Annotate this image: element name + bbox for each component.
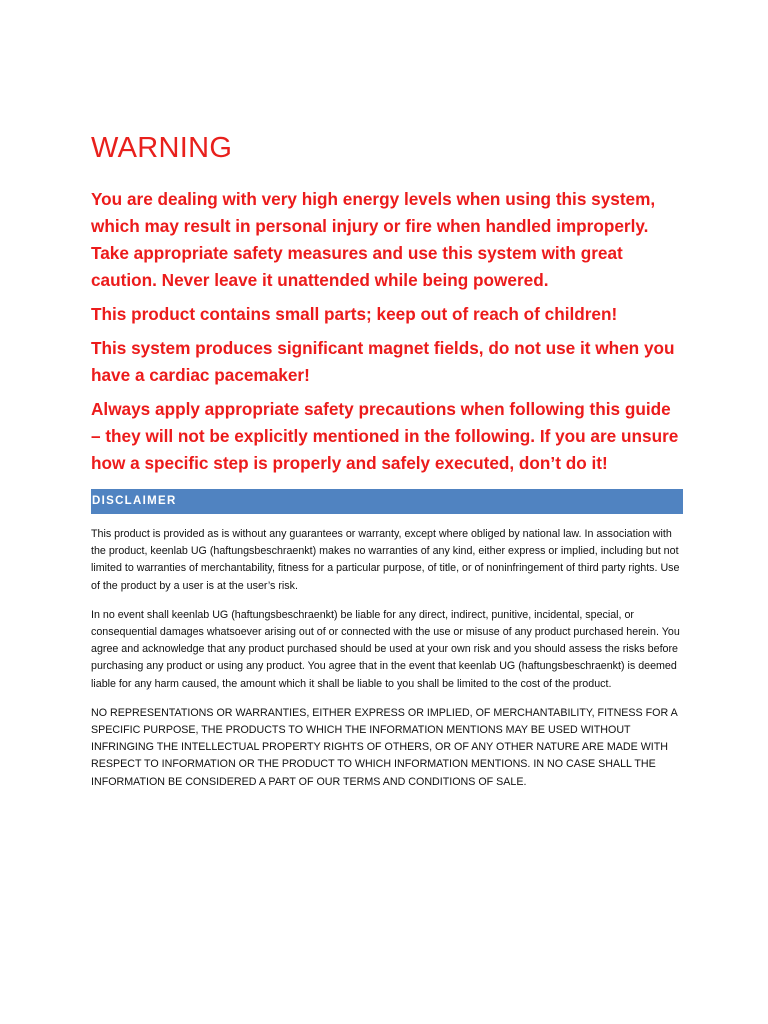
disclaimer-paragraph-warranty: This product is provided as is without any guarantees or warranty, except where obliged by national law. In association with the product, keenlab UG (haftungsbeschraenkt) makes no warranties of any kind, either express or implied, including but not limited to warranties of merchantability, fitness for a particular purpose, of title, or of noninfringement of third party rights. Use of the product by a user is at the user’s risk.	[91, 528, 680, 592]
page-content	[91, 130, 683, 791]
warning-title: WARNING	[91, 132, 233, 164]
warning-paragraph-magnet-fields: This system produces significant magnet fields, do not use it when you have a cardiac pacemaker!	[91, 338, 675, 385]
warning-paragraph-small-parts: This product contains small parts; keep out of reach of children!	[91, 304, 618, 324]
warning-paragraph-energy: You are dealing with very high energy levels when using this system, which may result in personal injury or fire when handled improperly. Take appropriate safety measures and use this system with great caution. Never leave it unattended while being powered.	[91, 189, 656, 290]
disclaimer-paragraph-representations: NO REPRESENTATIONS OR WARRANTIES, EITHER EXPRESS OR IMPLIED, OF MERCHANTABILITY, FITNESS FOR A SPECIFIC PURPOSE, THE PRODUCTS TO WHICH THE INFORMATION MENTIONS MAY BE USED WITHOUT INFRINGING THE INTELLECTUAL PROPERTY RIGHTS OF OTHERS, OR OF ANY OTHER NATURE ARE MADE WITH RESPECT TO INFORMATION OR THE PRODUCT TO WHICH INFORMATION MENTIONS. IN NO CASE SHALL THE INFORMATION BE CONSIDERED A PART OF OUR TERMS AND CONDITIONS OF SALE.	[91, 706, 678, 788]
disclaimer-heading: DISCLAIMER	[92, 495, 177, 507]
disclaimer-paragraph-liability: In no event shall keenlab UG (haftungsbeschraenkt) be liable for any direct, indirect, punitive, incidental, special, or consequential damages whatsoever arising out of or connected with the use or misuse of any product purchased herein. You agree and acknowledge that any product purchased should be used at your own risk and you should assess the risks before purchasing any product or using any product. You agree that in the event that keenlab UG (haftungsbeschraenkt) is deemed liable for any harm caused, the amount which it shall be liable to you shall be limited to the cost of the product.	[91, 608, 680, 690]
disclaimer-header-bar	[91, 489, 683, 514]
warning-paragraph-precautions: Always apply appropriate safety precautions when following this guide – they will not be explicitly mentioned in the following. If you are unsure how a specific step is properly and safely executed, don’t do it!	[91, 399, 679, 473]
